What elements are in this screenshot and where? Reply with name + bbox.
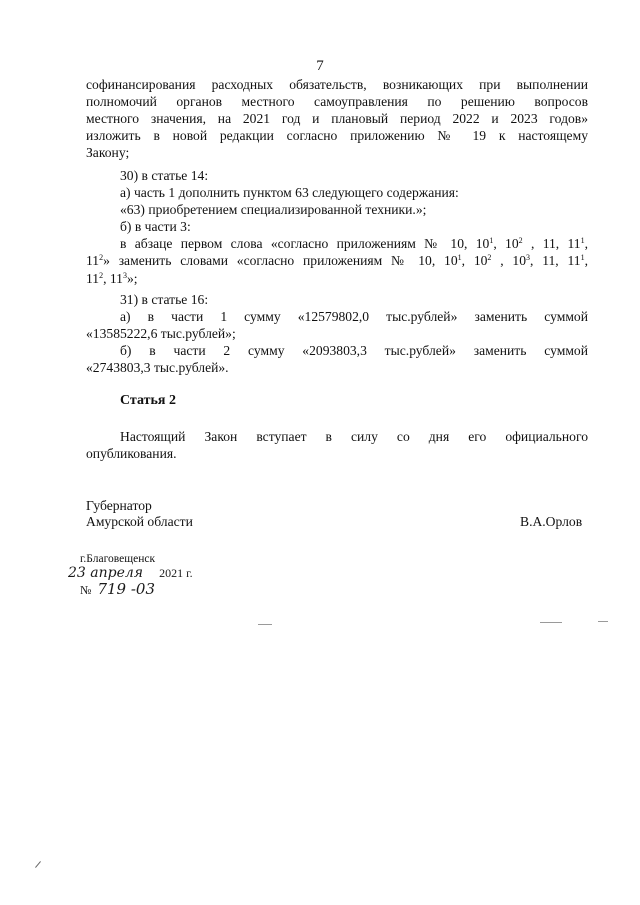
article-2-text — [86, 428, 588, 462]
item-30-b-line-2: $11^2$» заменить словами «согласно приложениям № 10, $10^1$, $10^2$ , $10^3$, 11, $11^1$, — [86, 253, 588, 269]
item-31-a-line-1: а) в части 1 сумму «12579802,0 тыс.рублей» заменить суммой — [120, 309, 588, 325]
item-31-b-line-2: «2743803,3 тыс.рублей». — [86, 360, 229, 376]
item-30-heading: 30) в статье 14: — [120, 168, 209, 183]
signatory-position — [86, 498, 193, 530]
item-30-b-line-1: в абзаце первом слова «согласно приложениям № 10, $10^1$, $10^2$ , 11, $11^1$, — [120, 236, 589, 252]
scan-mark — [35, 861, 41, 868]
law-number — [80, 580, 155, 598]
place-of-signing: г.Благовещенск — [80, 553, 156, 565]
item-30 — [86, 167, 588, 287]
page-number: 7 — [316, 58, 324, 74]
continued-paragraph — [86, 76, 588, 161]
position-line-2: Амурской области — [86, 514, 193, 529]
paragraph-line: софинансирования расходных обязательств, возникающих при выполнении — [86, 77, 588, 92]
position-line-1: Губернатор — [86, 498, 152, 513]
article-2-line-1: Настоящий Закон вступает в силу со дня его официального — [120, 429, 588, 444]
date-year: 2021 г. — [159, 566, 193, 580]
paragraph-line: местного значения, на 2021 год и плановый период 2022 и 2023 годов» — [86, 111, 588, 127]
signatory-name: В.А.Орлов — [520, 514, 583, 529]
scan-mark — [258, 624, 272, 625]
item-31-heading: 31) в статье 16: — [120, 292, 209, 307]
item-31-a-line-2: «13585222,6 тыс.рублей»; — [86, 326, 236, 342]
handwritten-number: 719 -03 — [97, 580, 156, 598]
item-30-b-line-3: $11^2$, $11^3$»; — [86, 270, 138, 286]
item-31 — [86, 291, 588, 376]
paragraph-line: изложить в новой редакции согласно приложению № 19 к настоящему — [86, 128, 588, 144]
paragraph-line: полномочий органов местного самоуправления по решению вопросов — [86, 94, 588, 110]
handwritten-date: 23 апреля — [68, 565, 144, 581]
signing-date — [68, 565, 193, 581]
scan-mark — [598, 621, 608, 622]
item-30-b: б) в части 3: — [120, 219, 191, 235]
article-2-title: Статья 2 — [120, 393, 176, 408]
item-30-a-quote: «63) приобретением специализированной техники.»; — [120, 202, 427, 218]
article-2-line-2: опубликования. — [86, 446, 177, 462]
scan-mark — [540, 622, 562, 623]
item-30-a: а) часть 1 дополнить пунктом 63 следующего содержания: — [120, 185, 459, 201]
item-31-b-line-1: б) в части 2 сумму «2093803,3 тыс.рублей» заменить суммой — [120, 343, 588, 359]
paragraph-line: Закону; — [86, 145, 130, 161]
number-sign: № — [80, 583, 92, 597]
